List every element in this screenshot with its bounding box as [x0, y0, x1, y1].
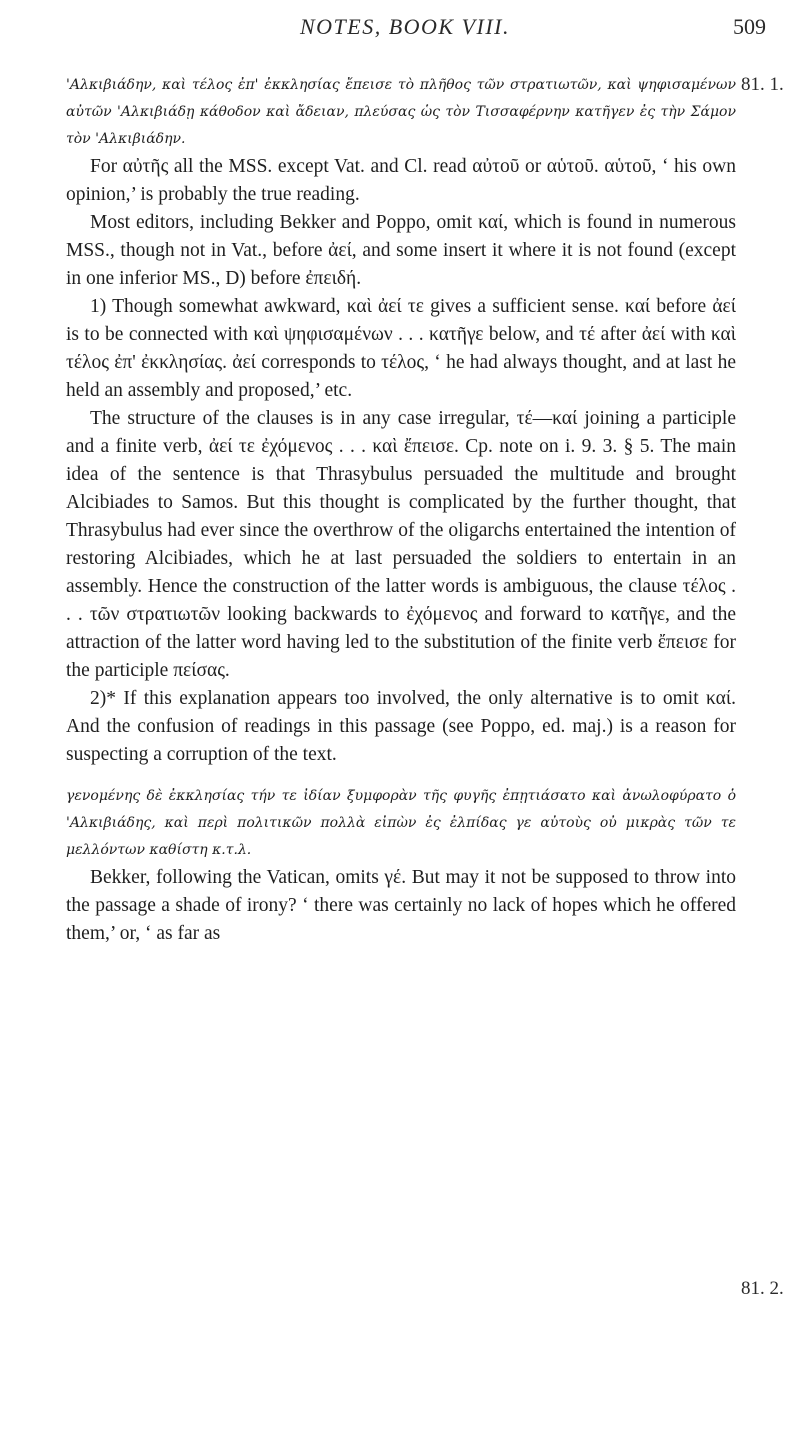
- paragraph: The structure of the clauses is in any case irregular, τέ—καί joining a participle and a finite verb, ἀεί τε ἐχόμενος . . . καὶ ἔπεισε. Cp. note on i. 9. 3. § 5. The main idea of the sentence is that Thrasybulus persuaded the multitude and brought Alcibiades to Samos. But this thought is complicated by the further thought, that Thrasybulus had ever since the overthrow of the oligarchs entertained the intention of restoring Alcibiades, which he at last persuaded the soldiers to entertain in an assembly. Hence the construction of the latter words is ambiguous, the clause τέλος . . . τῶν στρατιωτῶν looking backwards to ἐχόμενος and forward to κατῆγε, and the attraction of the latter word having led to the substitution of the finite verb ἔπεισε for the participle πείσας.: [66, 408, 736, 681]
- lemma-81-1: 'Αλκιβιάδην, καὶ τέλος ἐπ' ἐκκλησίας ἔπεισε τὸ πλῆθος τῶν στρατιωτῶν, καὶ ψηφισαμένων αὐτῶν 'Αλκιβιάδῃ κάθοδον καὶ ἄδειαν, πλεύσας ὡς τὸν Τισσαφέρνην κατῆγεν ἐς τὴν Σάμον τὸν 'Αλκιβιάδην.: [66, 77, 736, 147]
- paragraph: 2)* If this explanation appears too involved, the only alternative is to omit καί. And the confusion of readings in this passage (see Poppo, ed. maj.) is a reason for suspecting a corruption of the text.: [66, 688, 736, 765]
- section-ref-81-2: 81. 2.: [741, 1278, 784, 1299]
- note-body: [66, 72, 736, 948]
- paragraph: 1) Though somewhat awkward, καὶ ἀεί τε gives a sufficient sense. καί before ἀεί is to be connected with καὶ ψηφισαμένων . . . κατῆγε below, and τέ after ἀεί with καὶ τέλος ἐπ' ἐκκλησίας. ἀεί corresponds to τέλος, ‘ he had always thought, and at last he held an assembly and proposed,’ etc.: [66, 296, 736, 401]
- lemma-81-2: γενομένης δὲ ἐκκλησίας τήν τε ἰδίαν ξυμφορὰν τῆς φυγῆς ἐπῃτιάσατο καὶ ἀνωλοφύρατο ὁ 'Αλκιβιάδης, καὶ περὶ πολιτικῶν πολλὰ εἰπὼν ἐς ἐλπίδας γε αὐτοὺς οὐ μικρὰς τῶν τε μελλόντων καθίστη κ.τ.λ.: [66, 788, 736, 858]
- section-ref-81-1: 81. 1.: [741, 74, 784, 95]
- paragraph: For αὐτῆς all the MSS. except Vat. and Cl. read αὐτοῦ or αὑτοῦ. αὑτοῦ, ‘ his own opinion,’ is probably the true reading.: [66, 156, 736, 205]
- page-number: 509: [733, 14, 766, 39]
- paragraph: Bekker, following the Vatican, omits γέ. But may it not be supposed to throw into the passage a shade of irony? ‘ there was certainly no lack of hopes which he offered them,’ or, ‘ as far as: [66, 867, 736, 944]
- running-head: NOTES, BOOK VIII.: [299, 14, 511, 39]
- paragraph: Most editors, including Bekker and Poppo, omit καί, which is found in numerous MSS., though not in Vat., before ἀεί, and some insert it where it is not found (except in one inferior MS., D) before ἐπειδή.: [66, 212, 736, 289]
